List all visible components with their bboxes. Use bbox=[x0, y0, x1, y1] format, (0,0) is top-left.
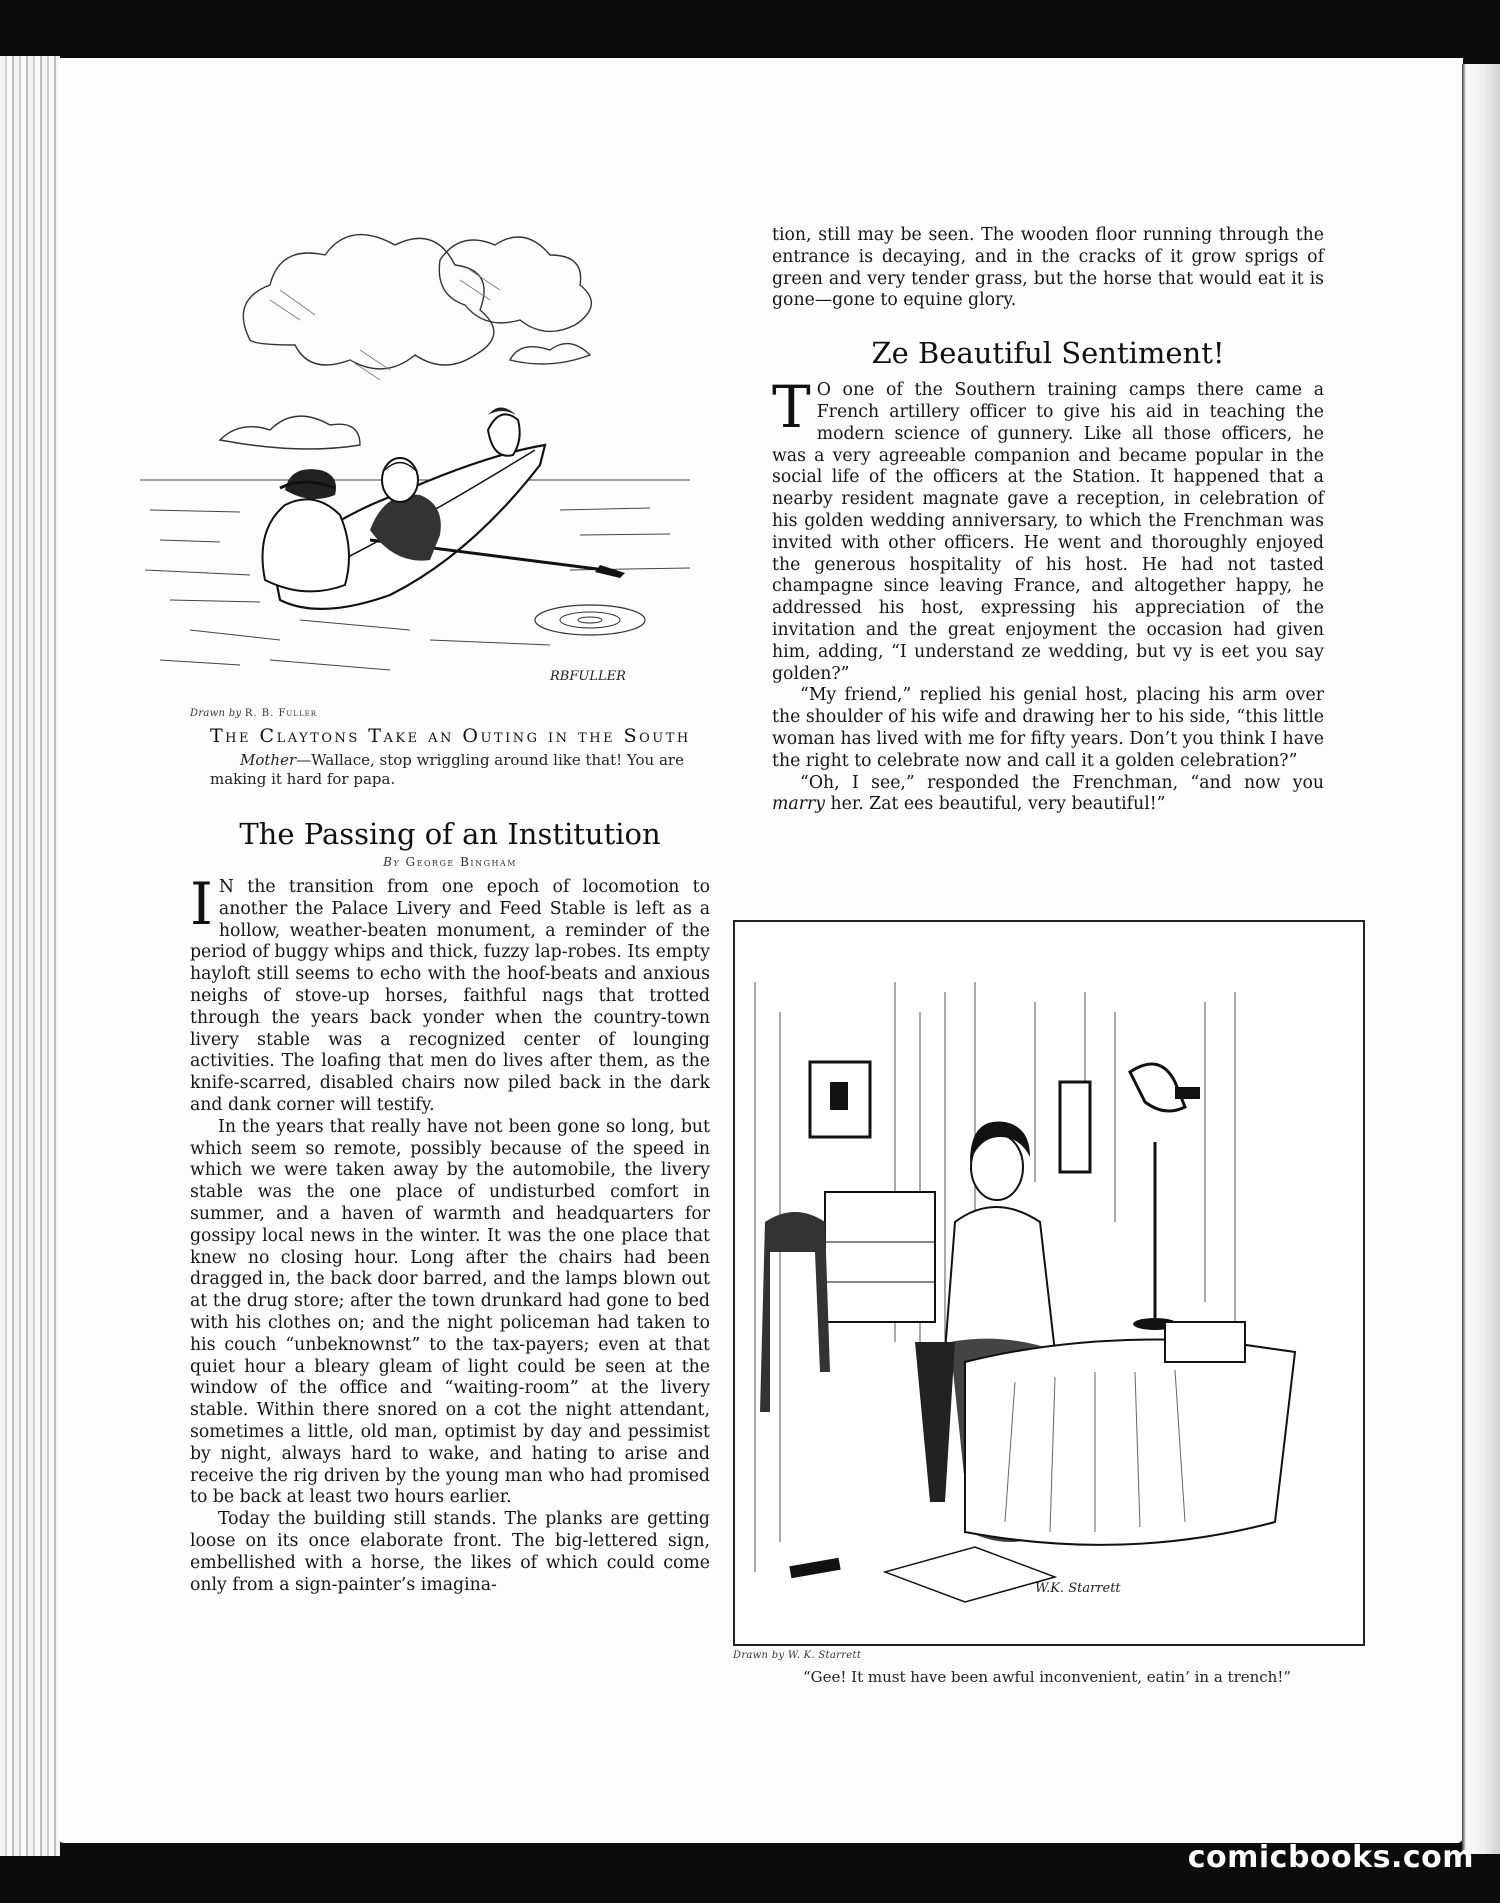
article-body bbox=[190, 870, 710, 1596]
artist-signature: RBFULLER bbox=[550, 669, 626, 684]
cartoon-caption bbox=[210, 751, 710, 789]
anecdote-title: Ze Beautiful Sentiment! bbox=[871, 336, 1225, 371]
article-paragraph bbox=[190, 870, 710, 1117]
site-watermark: comicbooks.com bbox=[1187, 1840, 1474, 1875]
byline-author: George Bingham bbox=[405, 855, 517, 869]
right-column bbox=[772, 225, 1324, 816]
paragraph-text: her. Zat ees beautiful, very beautiful!” bbox=[824, 794, 1166, 815]
drop-cap: T bbox=[772, 373, 811, 442]
anecdote-paragraph: “My friend,” replied his genial host, placing his arm over the shoulder of his wife and drawing her to his side, “this little woman has lived with me for fifty years. Don’t you think I have the right to celebrate now and call it a golden celebration?” bbox=[772, 685, 1324, 771]
article-paragraph: Today the building still stands. The planks are getting loose on its once elaborate front. The big-lettered sign, embellished with a horse, the likes of which could come only from a sign-painter’s imagina- bbox=[190, 1509, 710, 1595]
article-title: The Passing of an Institution bbox=[239, 817, 661, 851]
drop-cap: I bbox=[190, 870, 213, 938]
anecdote-paragraph bbox=[772, 373, 1324, 685]
cartoon-title: The Claytons Take an Outing in the South bbox=[210, 725, 691, 747]
byline-prefix: By bbox=[383, 855, 401, 869]
left-column bbox=[120, 190, 710, 1596]
paragraph-text: O one of the Southern training camps there came a French artillery officer to give his aid in teaching the modern science of gunnery. Like all those officers, he was a very agreeable companion and became popular in the social life of the officers at the Station. It happened that a nearby resident magnate gave a reception, in celebration of his golden wedding anniversary, to which the Frenchman was invited with other officers. He went and thoroughly enjoyed the generous hospitality of his host. He had not tasted champagne since leaving France, and altogether happy, he addressed his host, expressing his appreciation of the invitation and the great enjoyment the occasion had given him, adding, “I understand ze wedding, but vy is eet you say golden?” bbox=[772, 380, 1324, 684]
artist-signature: W.K. Starrett bbox=[1035, 1581, 1121, 1596]
credit-artist-name: R. B. Fuller bbox=[244, 708, 317, 719]
paragraph-text: N the transition from one epoch of locomotion to another the Palace Livery and Feed Stable is left as a hollow, weather-beaten monument, a reminder of the period of buggy whips and thick, fuzzy lap-robes. Its empty hayloft still seems to echo with the hoof-beats and anxious neighs of stove-up horses, faithful nags that trotted through the years back yonder when the country-town livery stable was a recognized center of lounging activities. The loafing that men do lives after them, as the knife-scarred, disabled chairs now piled back in the dark and dank corner will testify. bbox=[190, 877, 710, 1115]
anecdote-body bbox=[772, 373, 1324, 816]
illustration-credit bbox=[190, 708, 710, 719]
credit-prefix: Drawn by bbox=[733, 1650, 785, 1661]
caption-text: —Wallace, stop wriggling around like that! You are making it hard for papa. bbox=[210, 751, 684, 788]
continuation-paragraph: tion, still may be seen. The wooden floor running through the entrance is decaying, and in the cracks of it grow sprigs of green and very tender grass, but the horse that would eat it is gone—gone to equine glory. bbox=[772, 225, 1324, 311]
article-continuation bbox=[772, 225, 1324, 312]
cartoon-caption: “Gee! It must have been awful inconvenient, eatin’ in a trench!” bbox=[802, 1668, 1292, 1686]
article-paragraph: In the years that really have not been gone so long, but which seem so remote, possibly because of the speed in which we were taken away by the automobile, the livery stable was the one place of undisturbed comfort in summer, and a haven of warmth and headquarters for gossipy local news in the winter. It was the one place that knew no closing hour. Long after the chairs had been dragged in, the back door barred, and the lamps blown out at the drug store; after the town drunkard had gone to bed with his clothes on; and the night policeman had taken to his couch “unbeknownst” to the tax-payers; even at that quiet hour a bleary gleam of light could be seen at the window of the office and “waiting-room” at the livery stable. Within there snored on a cot the night attendant, sometimes a little, old man, optimist by day and pessimist by night, always hard to wake, and hating to arise and receive the rig driven by the young man who had promised to be back at least two hours earlier. bbox=[190, 1116, 710, 1508]
paragraph-text: “Oh, I see,” responded the Frenchman, “and now you bbox=[800, 772, 1324, 793]
rowboat-cartoon-illustration bbox=[130, 190, 720, 700]
bedroom-cartoon-frame bbox=[733, 920, 1365, 1646]
next-page-edge bbox=[1462, 64, 1500, 1854]
article-byline bbox=[190, 855, 710, 869]
caption-speaker: Mother bbox=[240, 751, 297, 769]
credit-prefix: Drawn by bbox=[190, 708, 242, 719]
credit-artist-name: W. K. Starrett bbox=[787, 1650, 862, 1661]
emphasized-word: marry bbox=[772, 794, 825, 815]
book-binding-edge bbox=[0, 56, 60, 1856]
illustration-credit bbox=[733, 1650, 861, 1661]
bedroom-cartoon-illustration bbox=[735, 922, 1363, 1644]
anecdote-paragraph bbox=[772, 773, 1324, 817]
